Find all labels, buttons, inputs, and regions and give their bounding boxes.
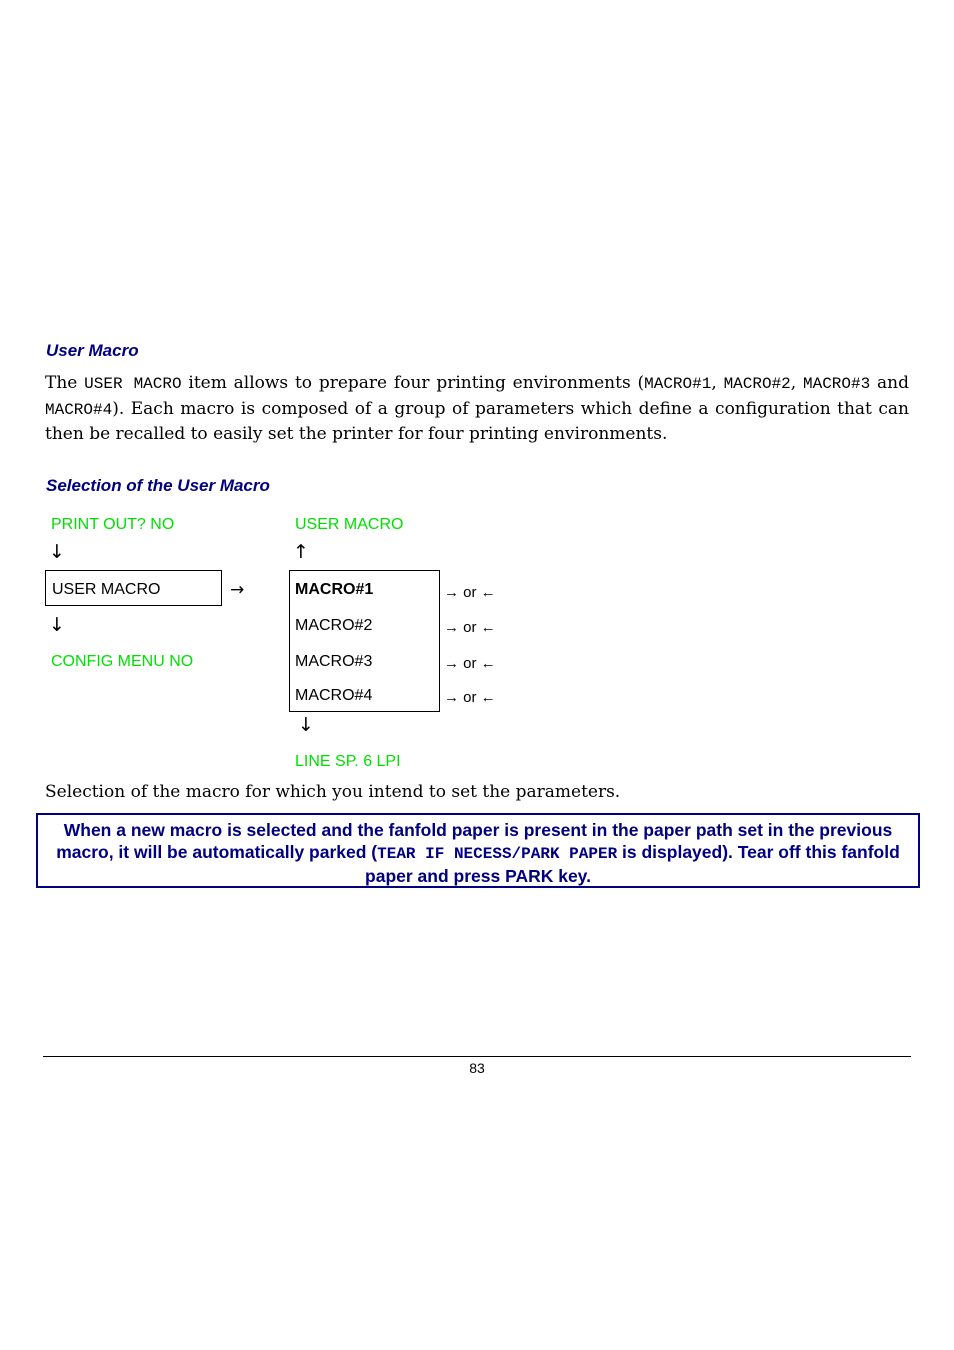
user-macro-box: USER MACRO <box>45 570 222 606</box>
note-text: When a new macro is selected and the fanfold paper is present in the paper path set in the previous macro, it will be automatically parked ( <box>56 820 893 862</box>
note-code: TEAR IF NECESS/PARK PAPER <box>377 845 618 863</box>
arrow-down-icon: ↓ <box>49 614 65 636</box>
menu-config-menu: CONFIG MENU NO <box>51 653 194 670</box>
footer-rule <box>43 1056 911 1057</box>
menu-user-macro-top: USER MACRO <box>295 516 404 533</box>
arrow-up-icon: ↑ <box>293 541 309 563</box>
note-box <box>36 813 920 888</box>
or-arrows-2: → or ← <box>444 619 496 636</box>
intro-paragraph <box>45 371 909 447</box>
macro-item-1: MACRO#1 <box>295 581 374 598</box>
or-arrows-1: → or ← <box>444 584 496 601</box>
subsection-title: Selection of the User Macro <box>46 476 270 495</box>
section-title: User Macro <box>46 341 139 360</box>
intro-text: and <box>870 373 909 393</box>
macro-item-3: MACRO#3 <box>295 653 373 670</box>
or-arrows-4: → or ← <box>444 689 496 706</box>
intro-text: ). Each macro is composed of a group of parameters which define a configuration that can then be recalled to easily set the printer for four printing environments. <box>45 398 909 444</box>
arrow-down-icon: ↓ <box>49 541 65 563</box>
menu-line-spacing: LINE SP. 6 LPI <box>295 753 401 770</box>
separator: , <box>711 373 724 393</box>
code-macro-4: MACRO#4 <box>45 400 113 419</box>
separator: , <box>790 373 803 393</box>
code-macro-2: MACRO#2 <box>723 375 791 393</box>
or-arrows-3: → or ← <box>444 655 496 672</box>
intro-text: item allows to prepare four printing environments ( <box>181 373 645 393</box>
intro-text: The <box>45 373 85 393</box>
macro-item-2: MACRO#2 <box>295 617 373 634</box>
code-macro-1: MACRO#1 <box>644 375 712 393</box>
code-macro-3: MACRO#3 <box>803 375 871 393</box>
menu-print-out: PRINT OUT? NO <box>51 516 175 533</box>
arrow-right-icon: → <box>230 580 245 600</box>
code-user-macro: USER MACRO <box>84 375 182 393</box>
macro-item-4: MACRO#4 <box>295 687 373 704</box>
arrow-down-icon: ↓ <box>298 714 314 736</box>
page-number: 83 <box>469 1060 485 1076</box>
diagram-caption: Selection of the macro for which you intend to set the parameters. <box>45 782 621 802</box>
note-text: is displayed). Tear off this fanfold paper and press PARK key. <box>365 842 900 886</box>
